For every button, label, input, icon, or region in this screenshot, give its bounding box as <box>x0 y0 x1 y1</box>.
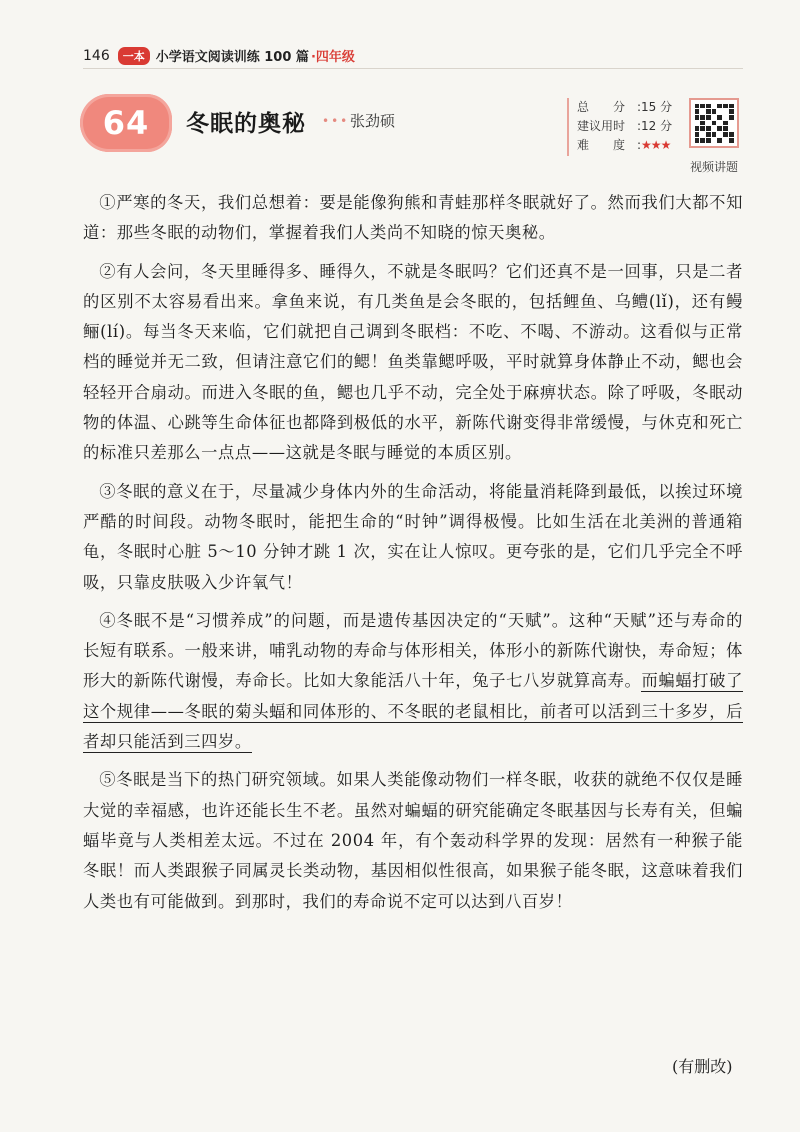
difficulty-label: 难 度 <box>577 138 626 152</box>
author-name: 张劲硕 <box>350 112 396 130</box>
total-score-label: 总 分 <box>577 100 626 114</box>
lesson-title: 冬眠的奥秘 <box>186 111 306 137</box>
paragraph-4-text: ④冬眠不是“习惯养成”的问题，而是遗传基因决定的“天赋”。这种“天赋”还与寿命的长短有联系。一般来讲，哺乳动物的寿命与体形相关，体形小的新陈代谢快，寿命短；体形大的新陈代谢慢，寿命长。比如大象能活八十年，兔子七八岁就算高寿。 <box>83 610 743 691</box>
article-body <box>83 188 743 925</box>
qr-code-icon[interactable] <box>689 98 739 148</box>
paragraph-1: ①严寒的冬天，我们总想着：要是能像狗熊和青蛙那样冬眠就好了。然而我们大都不知道：那些冬眠的动物们，掌握着我们人类尚不知晓的惊天奥秘。 <box>83 193 743 243</box>
underlined-sentence: 而蝙蝠打破了这个规律——冬眠的菊头蝠和同体形的、不冬眠的老鼠相比，前者可以活到三十多岁，后者却只能活到三四岁。 <box>83 671 743 752</box>
paragraph-4 <box>83 606 743 757</box>
score-info-box <box>567 98 687 156</box>
total-score-value: :15 分 <box>637 100 673 114</box>
book-title: 小学语文阅读训练 100 篇 <box>155 50 309 65</box>
difficulty-row <box>577 136 687 155</box>
difficulty-colon: : <box>637 138 642 152</box>
paragraph-3: ③冬眠的意义在于，尽量减少身体内外的生命活动，将能量消耗降到最低，以挨过环境严酷的时间段。动物冬眠时，能把生命的“时钟”调得极慢。比如生活在北美洲的普通箱龟，冬眠时心脏 5～10 分钟才跳 1 次，实在让人惊叹。更夸张的是，它们几乎完全不呼吸，只靠皮肤吸入少许氧气！ <box>83 481 743 592</box>
suggested-time-row <box>577 117 687 136</box>
page-number: 146 <box>83 47 110 64</box>
difficulty-stars-icon: ★★★ <box>641 138 671 152</box>
header-divider <box>83 68 743 69</box>
title-separator-dots: ••• <box>322 114 350 128</box>
page-header <box>83 46 355 65</box>
total-score-row <box>577 98 687 117</box>
grade-label: ·四年级 <box>310 50 355 65</box>
paragraph-5: ⑤冬眠是当下的热门研究领域。如果人类能像动物们一样冬眠，收获的就绝不仅仅是睡大觉的幸福感，也许还能长生不老。虽然对蝙蝠的研究能确定冬眠基因与长寿有关，但蝙蝠毕竟与人类相差太远。不过在 2004 年，有个轰动科学界的发现：居然有一种猴子能冬眠！而人类跟猴子同属灵长类动物，基因相似性很高，如果猴子能冬眠，这意味着我们人类也有可能做到。到那时，我们的寿命说不定可以达到八百岁！ <box>83 770 743 911</box>
paragraph-2: ②有人会问，冬天里睡得多、睡得久，不就是冬眠吗？它们还真不是一回事，只是二者的区别不太容易看出来。拿鱼来说，有几类鱼是会冬眠的，包括鲤鱼、乌鳢(lǐ)，还有鳗鲡(lí)。每当冬天来临，它们就把自己调到冬眠档：不吃、不喝、不游动。这看似与正常档的睡觉并无二致，但请注意它们的鳃！鱼类靠鳃呼吸，平时就算身体静止不动，鳃也会轻轻开合扇动。而进入冬眠的鱼，鳃也几乎不动，完全处于麻痹状态。除了呼吸，冬眠动物的体温、心跳等生命体征也都降到极低的水平，新陈代谢变得非常缓慢，与休克和死亡的标准只差那么一点点——这就是冬眠与睡觉的本质区别。 <box>83 261 743 463</box>
suggested-time-label: 建议用时 <box>577 119 626 133</box>
suggested-time-value: :12 分 <box>637 119 673 133</box>
lesson-number-badge: 64 <box>80 94 172 152</box>
series-badge: 一本 <box>118 47 150 65</box>
edit-note: (有删改) <box>672 1057 733 1076</box>
qr-caption: 视频讲题 <box>690 160 739 174</box>
